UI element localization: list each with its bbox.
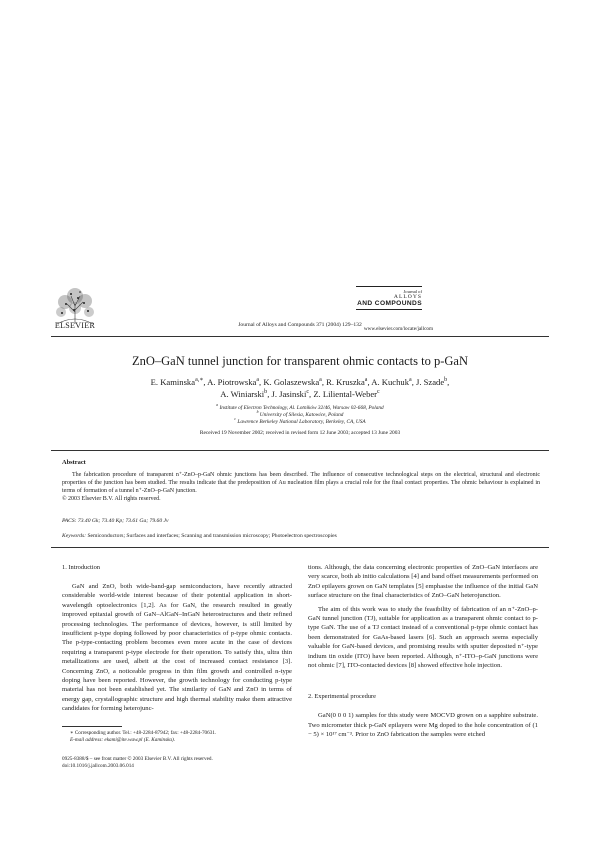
paragraph: GaN(0 0 0 1) samples for this study were MOCVD grown on a sapphire substrate. Two micrometer thick p-GaN epilayers were Mg doped to the hole concentration of (1 − 5) × 10¹⁷ cm⁻³. Prior to ZnO fabrication the samples were etched [308, 712, 538, 739]
author: A. Piotrowska [207, 377, 257, 387]
abstract-body [62, 471, 540, 503]
journal-mark-line: Journal of [403, 289, 422, 294]
affiliation-text: Institute of Electron Technology, Al. Lotników 32/46, Warsaw 02-668, Poland [219, 405, 384, 411]
received-dates: Received 19 November 2002; received in revised form 12 June 2003; accepted 13 June 2003 [199, 430, 401, 436]
author: A. Winiarski [220, 389, 265, 399]
author: J. Jasinski [271, 389, 307, 399]
authors-line-1: E. Kaminska$^{a,∗}$, A. Piotrowska$^a$, K. Golaszewska$^a$, R. Kruszka$^a$, A. Kuchuk$^a$, J. Szade$^b$, [150, 377, 450, 387]
issn-line: 0925-8388/$ – see front matter © 2003 Elsevier B.V. All rights reserved. [62, 756, 213, 762]
abstract-top-rule [51, 450, 549, 451]
journal-mark-line: AND COMPOUNDS [357, 300, 422, 307]
author-affiliation-mark: a [319, 377, 322, 384]
author: A. Kuchuk [371, 377, 410, 387]
doi-line[interactable]: doi:10.1016/j.jallcom.2003.06.014 [62, 763, 134, 769]
author: Z. Liliental-Weber [313, 389, 378, 399]
pacs-codes: PACS: 73.40 Gk; 73.40 Kp; 73.61 Ga; 79.60 Jv [62, 518, 169, 524]
keywords-text: Semiconductors; Surfaces and interfaces; Scanning and transmission microscopy; Photoelectron spectroscopies [87, 533, 337, 539]
author: K. Golaszewska [263, 377, 320, 387]
affiliation [40, 419, 560, 426]
issn-block [62, 756, 292, 770]
keywords-label: Keywords: [62, 533, 87, 539]
paragraph: GaN and ZnO, both wide-band-gap semiconductors, have recently attracted considerable world-wide interest because of their potential application in short-wavelength optoelectronics [1,2]. As for GaN, the research resulted in greatly improved epitaxial growth of GaN–AlGaN–InGaN heterostructures and their refined processing technologies. The performance of devices, however, is still limited by insufficient p-type doping followed by poor characteristics of p-type ohmic contacts. The p-type-contacting problem becomes even more acute in the case of devices requiring a transparent p-type electrode for their operation. To satisfy this, ultra thin metallizations are used, albeit at the cost of increased contact resistance [3]. Concerning ZnO, a noticeable progress in thin film growth and controlled n-type doping have been reported. However, the growth technology for conducting p-type material has not been established yet. The similarity of GaN and ZnO in terms of energy gap, crystallographic structure and high thermal stability make them attractive candidates for forming heterojunc- [62, 583, 292, 713]
journal-mark-line: ALLOYS [393, 294, 422, 300]
author: R. Kruszka [326, 377, 365, 387]
journal-url[interactable]: www.elsevier.com/locate/jallcom [363, 326, 433, 332]
abstract-bottom-rule [51, 547, 549, 548]
author-affiliation-mark: b [264, 389, 268, 396]
author-affiliation-mark: a,∗ [195, 377, 204, 384]
affiliation-mark: a [216, 403, 219, 408]
paper-title: ZnO–GaN tunnel junction for transparent ohmic contacts to p-GaN [131, 354, 469, 368]
paragraph: tions. Although, the data concerning electronic properties of ZnO–GaN interfaces are very scarce, both ab initio calculations [4] and band offset measurements performed on ZnO epilayers grown on GaN templates [5] emphasise the influence of the initial GaN surface structure on the final characteristics of ZnO–GaN heterojunction. [308, 564, 538, 600]
header-rule [51, 336, 549, 337]
abstract-text: The fabrication procedure of transparent n⁺-ZnO–p-GaN ohmic junctions has been described. The influence of consecutive technological steps on the electrical, structural and electronic properties of the junction has been studied. The results indicate that the predeposition of Au nucleation film plays a crucial role for the final contact properties. The ohmic behaviour is explained in terms of formation of a tunnel n⁺-ZnO–p-GaN junction. [62, 472, 540, 494]
journal-reference: Journal of Alloys and Compounds 371 (2004) 129–132 [238, 322, 362, 328]
author: J. Szade [415, 377, 445, 387]
publisher-name: ELSEVIER [54, 321, 96, 330]
section-heading-experimental: 2. Experimental procedure [308, 693, 376, 701]
affiliation-mark: b [256, 410, 259, 415]
author-affiliation-mark: c [377, 389, 380, 396]
affiliation-text: Lawrence Berkeley National Laboratory, Berkeley, CA, USA [237, 419, 366, 425]
author: E. Kaminska [150, 377, 196, 387]
corresponding-author-note: ∗ Corresponding author. Tel.: +48-2284-87942; fax: +48-2284-70631. [70, 730, 217, 736]
abstract-heading: Abstract [62, 459, 86, 466]
email-note: E-mail address: ekami@ite.waw.pl (E. Kaminska). [70, 737, 176, 743]
author-affiliation-mark: a [364, 377, 368, 384]
right-column [308, 563, 538, 740]
left-column [62, 563, 292, 714]
footnote [62, 730, 292, 744]
affiliation-text: University of Silesia, Katowice, Poland [259, 412, 344, 418]
authors-line-2: A. Winiarski$^b$, J. Jasinski$^c$, Z. Liliental-Weber$^c$ [220, 389, 380, 399]
author-affiliation-mark: a [256, 377, 260, 384]
paragraph: The aim of this work was to study the feasibility of fabrication of an n⁺-ZnO–p-GaN tunnel junction (TJ), suitable for application as a transparent ohmic contact to p-type GaN. The use of a TJ contact instead of a conventional p-type ohmic contact has been demonstrated for GaAs-based lasers [6]. Such an approach seems especially valuable for GaN-based devices, and promising results with sputter deposited n⁺-type indium tin oxide (ITO) have been reported. Although, n⁺-ITO–p-GaN junctions were not ohmic [7], ITO-contacted devices [8] showed effective hole injection. [308, 605, 538, 670]
footnote-rule [62, 726, 122, 727]
section-heading-introduction: 1. Introduction [62, 564, 100, 571]
author-affiliation-mark: b [444, 377, 448, 384]
journal-mark [356, 280, 422, 320]
affiliation-mark: c [234, 417, 237, 422]
keywords-line [62, 533, 337, 539]
copyright-line: © 2003 Elsevier B.V. All rights reserved. [62, 496, 161, 502]
author-affiliation-mark: a [409, 377, 412, 384]
author-affiliation-mark: c [306, 389, 310, 396]
